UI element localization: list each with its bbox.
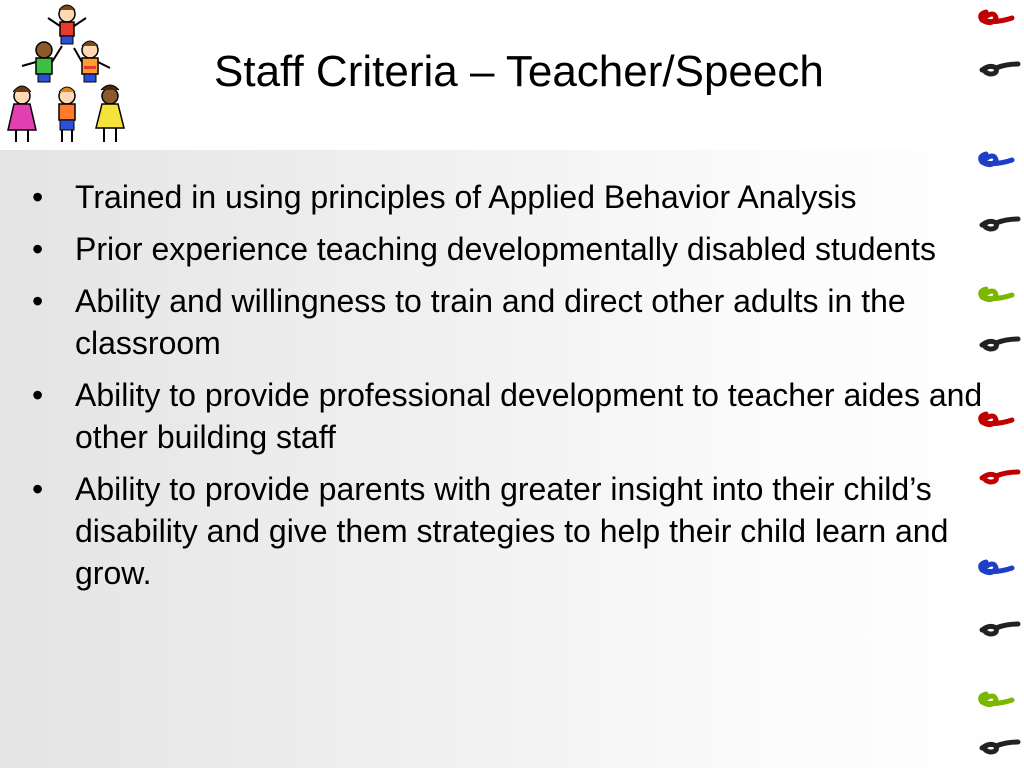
child-bottom-right-figure xyxy=(96,85,124,142)
bullet-text: Ability to provide professional development to teacher aides and other building staff xyxy=(75,377,983,455)
bullet-text: Prior experience teaching developmentally disabled students xyxy=(75,231,936,267)
swirl-border-icon xyxy=(974,0,1024,768)
bullet-text: Ability to provide parents with greater insight into their child’s disability and give them strategies to help their child learn and grow. xyxy=(75,471,949,591)
bullet-item xyxy=(30,374,990,458)
bullet-dot-icon: • xyxy=(32,377,44,413)
bullet-dot-icon: • xyxy=(32,231,44,267)
child-middle-right-figure xyxy=(74,41,110,82)
bullet-item xyxy=(30,280,990,364)
children-pyramid-icon xyxy=(0,0,140,150)
bullet-dot-icon: • xyxy=(32,283,44,319)
bullet-text: Ability and willingness to train and direct other adults in the classroom xyxy=(75,283,906,361)
bullet-item xyxy=(30,176,990,218)
bullet-dot-icon: • xyxy=(32,471,44,507)
bullet-list xyxy=(30,176,990,604)
slide-title: Staff Criteria – Teacher/Speech xyxy=(214,47,824,96)
child-middle-left-figure xyxy=(22,42,62,82)
child-bottom-left-figure xyxy=(8,86,36,142)
bullet-item xyxy=(30,228,990,270)
bullet-dot-icon: • xyxy=(32,179,44,215)
child-top-figure xyxy=(48,5,86,44)
child-bottom-middle-figure xyxy=(59,87,75,142)
bullet-text: Trained in using principles of Applied Behavior Analysis xyxy=(75,179,857,215)
bullet-item xyxy=(30,468,990,594)
